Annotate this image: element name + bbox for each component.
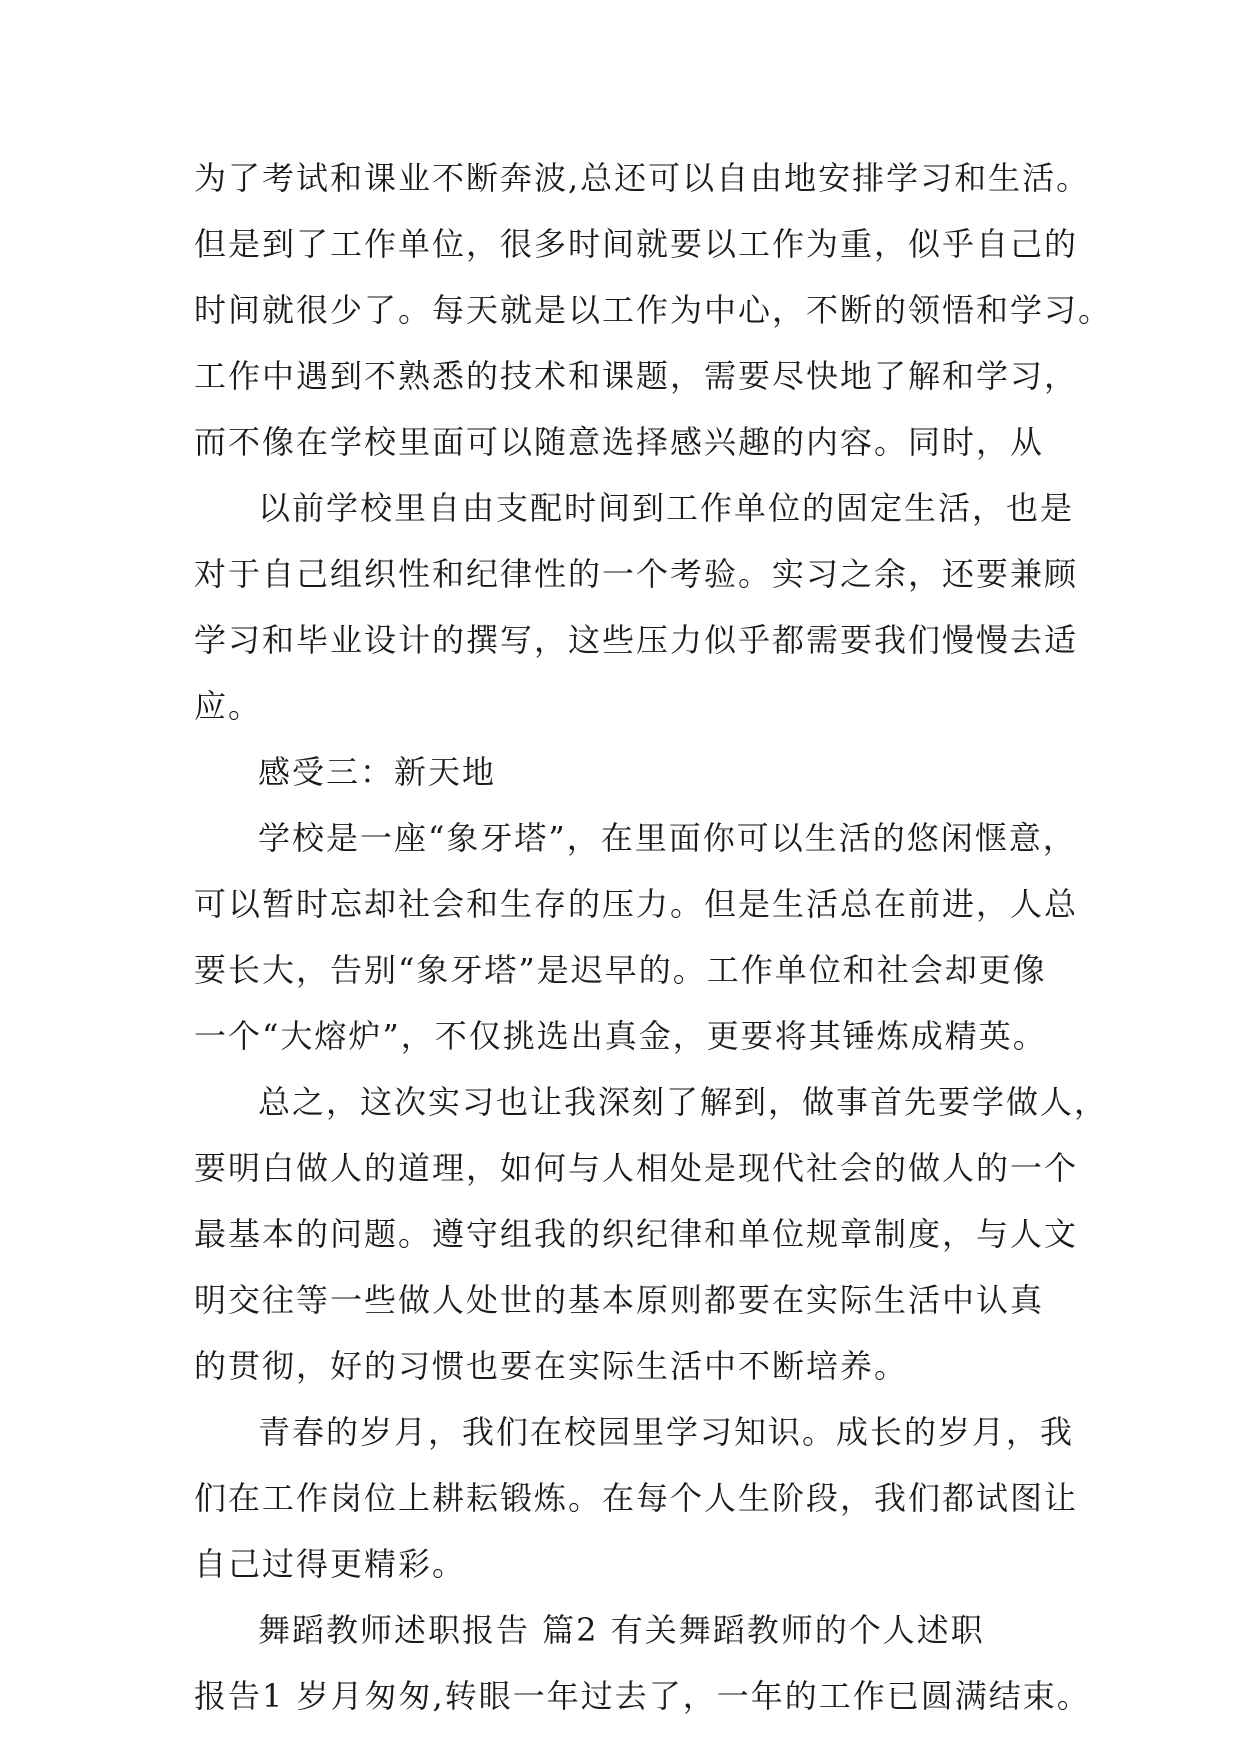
text-line: 工作中遇到不熟悉的技术和课题，需要尽快地了解和学习， <box>194 357 1079 395</box>
text-line: 应。 <box>194 687 263 725</box>
section-heading: 感受三：新天地 <box>258 753 497 791</box>
paragraph-first-line: 总之，这次实习也让我深刻了解到，做事首先要学做人， <box>258 1083 1109 1121</box>
text-line: 一个“大熔炉”，不仅挑选出真金，更要将其锤炼成精英。 <box>194 1017 1047 1055</box>
paragraph-first-line: 以前学校里自由支配时间到工作单位的固定生活，也是 <box>258 489 1075 527</box>
text-line: 时间就很少了。每天就是以工作为中心，不断的领悟和学习。 <box>194 291 1113 329</box>
text-line: 要明白做人的道理，如何与人相处是现代社会的做人的一个 <box>194 1149 1079 1187</box>
text-line: 们在工作岗位上耕耘锻炼。在每个人生阶段，我们都试图让 <box>194 1479 1079 1517</box>
paragraph-first-line: 舞蹈教师述职报告 篇2 有关舞蹈教师的个人述职 <box>258 1611 985 1649</box>
text-line: 可以暂时忘却社会和生存的压力。但是生活总在前进，人总 <box>194 885 1079 923</box>
text-line: 但是到了工作单位，很多时间就要以工作为重，似乎自己的 <box>194 225 1079 263</box>
text-line: 为了考试和课业不断奔波,总还可以自由地安排学习和生活。 <box>194 159 1091 197</box>
text-line: 的贯彻，好的习惯也要在实际生活中不断培养。 <box>194 1347 909 1385</box>
paragraph-first-line: 学校是一座“象牙塔”，在里面你可以生活的悠闲惬意， <box>258 819 1077 857</box>
text-line: 学习和毕业设计的撰写，这些压力似乎都需要我们慢慢去适 <box>194 621 1079 659</box>
text-line: 明交往等一些做人处世的基本原则都要在实际生活中认真 <box>194 1281 1045 1319</box>
text-line: 对于自己组织性和纪律性的一个考验。实习之余，还要兼顾 <box>194 555 1079 593</box>
text-line: 自己过得更精彩。 <box>194 1545 467 1583</box>
text-line: 要长大，告别“象牙塔”是迟早的。工作单位和社会却更像 <box>194 951 1047 989</box>
text-line: 而不像在学校里面可以随意选择感兴趣的内容。同时，从 <box>194 423 1045 461</box>
text-line: 报告1 岁月匆匆,转眼一年过去了，一年的工作已圆满结束。 <box>194 1677 1091 1715</box>
paragraph-first-line: 青春的岁月，我们在校园里学习知识。成长的岁月，我 <box>258 1413 1075 1451</box>
text-line: 最基本的问题。遵守组我的织纪律和单位规章制度，与人文 <box>194 1215 1079 1253</box>
